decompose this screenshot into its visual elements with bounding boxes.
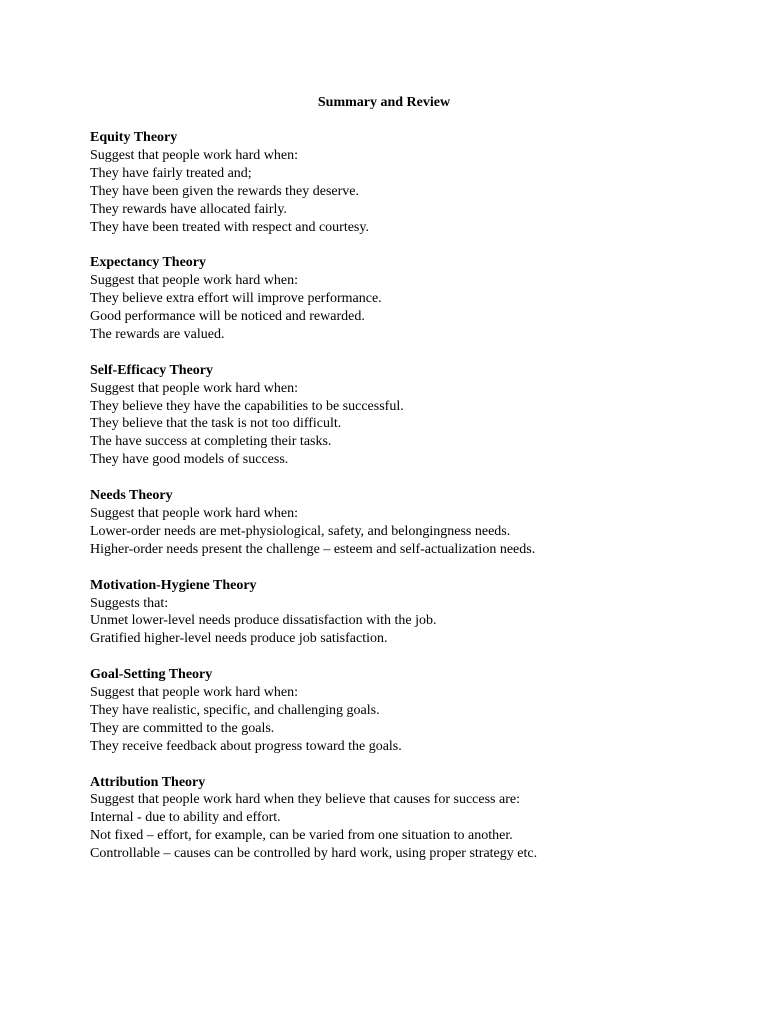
document-title: Summary and Review — [317, 95, 451, 110]
section-goal-setting-theory — [90, 666, 730, 756]
section-line: They believe extra effort will improve performance. — [90, 291, 382, 307]
section-line: Suggests that: — [90, 595, 169, 611]
section-line: They have good models of success. — [90, 452, 289, 468]
section-line: Suggest that people work hard when: — [90, 380, 299, 396]
section-line: Gratified higher-level needs produce job satisfaction. — [90, 631, 388, 647]
section-line: They receive feedback about progress toward the goals. — [90, 738, 402, 754]
section-heading: Needs Theory — [90, 488, 173, 504]
section-heading: Self-Efficacy Theory — [90, 362, 213, 378]
section-line: They have realistic, specific, and challenging goals. — [90, 702, 380, 718]
section-line: Unmet lower-level needs produce dissatisfaction with the job. — [90, 613, 437, 629]
section-line: They believe that the task is not too difficult. — [90, 416, 342, 432]
section-needs-theory — [90, 487, 730, 559]
section-line: They have fairly treated and; — [90, 165, 252, 181]
document-body — [90, 129, 730, 881]
section-line: Lower-order needs are met-physiological, safety, and belongingness needs. — [90, 523, 511, 539]
section-line: Suggest that people work hard when: — [90, 273, 299, 289]
section-line: Higher-order needs present the challenge – esteem and self-actualization needs. — [90, 541, 536, 557]
section-heading: Motivation-Hygiene Theory — [90, 577, 257, 593]
section-line: They have been treated with respect and courtesy. — [90, 219, 369, 235]
section-motivation-hygiene-theory — [90, 577, 730, 649]
section-expectancy-theory — [90, 254, 730, 344]
section-line: Suggest that people work hard when they believe that causes for success are: — [90, 792, 520, 808]
section-line: Controllable – causes can be controlled by hard work, using proper strategy etc. — [90, 846, 538, 862]
section-line: Good performance will be noticed and rewarded. — [90, 309, 365, 325]
section-line: Not fixed – effort, for example, can be varied from one situation to another. — [90, 828, 513, 844]
section-line: They believe they have the capabilities to be successful. — [90, 398, 404, 414]
section-equity-theory — [90, 129, 730, 236]
section-heading: Attribution Theory — [90, 774, 206, 790]
section-line: The rewards are valued. — [90, 326, 225, 342]
section-heading: Expectancy Theory — [90, 255, 207, 271]
section-line: Suggest that people work hard when: — [90, 505, 299, 521]
section-line: Internal - due to ability and effort. — [90, 810, 281, 826]
section-attribution-theory — [90, 774, 730, 864]
section-heading: Equity Theory — [90, 130, 178, 145]
section-line: They have been given the rewards they deserve. — [90, 183, 359, 199]
section-line: Suggest that people work hard when: — [90, 147, 299, 163]
section-line: Suggest that people work hard when: — [90, 685, 299, 701]
section-line: They rewards have allocated fairly. — [90, 201, 287, 217]
section-self-efficacy-theory — [90, 362, 730, 469]
section-line: The have success at completing their tasks. — [90, 434, 332, 450]
section-heading: Goal-Setting Theory — [90, 667, 213, 683]
section-line: They are committed to the goals. — [90, 720, 275, 736]
